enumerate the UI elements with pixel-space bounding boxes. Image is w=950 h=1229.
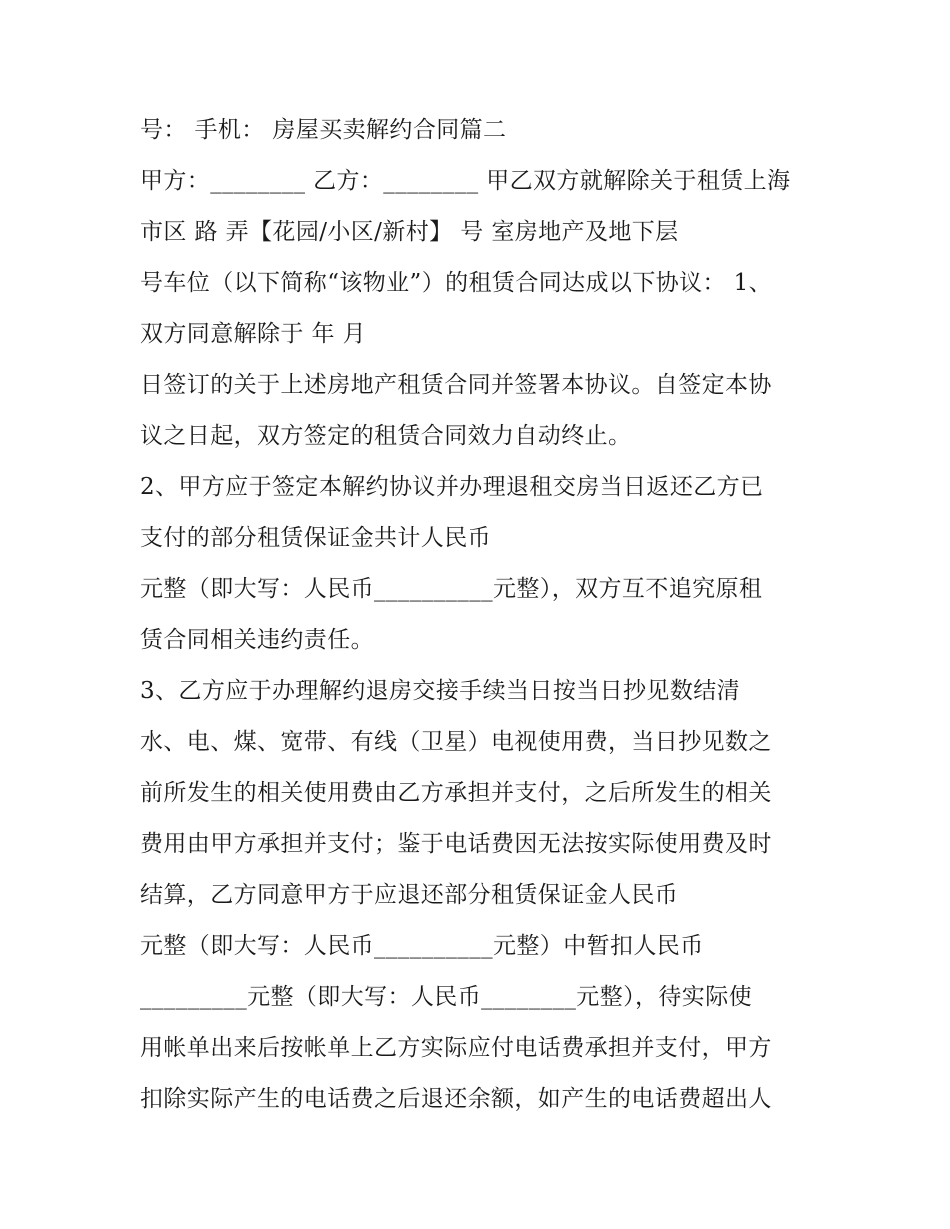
text-line: 甲方：________ 乙方：________ 甲乙双方就解除关于租赁上海: [140, 168, 791, 194]
text-line: _________元整（即大写：人民币________元整），待实际使: [140, 984, 752, 1010]
text-line: 2、甲方应于签定本解约协议并办理退租交房当日返还乙方已: [140, 474, 764, 500]
text-line: 双方同意解除于 年 月: [140, 321, 367, 347]
text-line: 用帐单出来后按帐单上乙方实际应付电话费承担并支付，甲方: [140, 1035, 772, 1061]
text-line: 号： 手机： 房屋买卖解约合同篇二: [140, 117, 507, 143]
text-line: 日签订的关于上述房地产租赁合同并签署本协议。自签定本协: [140, 372, 772, 398]
text-line: 号车位（以下简称“该物业”）的租赁合同达成以下协议： 1、: [140, 270, 773, 296]
text-line: 3、乙方应于办理解约退房交接手续当日按当日抄见数结清: [140, 678, 741, 704]
text-line: 结算，乙方同意甲方于应退还部分租赁保证金人民币: [140, 882, 679, 908]
text-line: 支付的部分租赁保证金共计人民币: [140, 525, 491, 551]
text-line: 费用由甲方承担并支付；鉴于电话费因无法按实际使用费及时: [140, 831, 772, 857]
text-line: 前所发生的相关使用费由乙方承担并支付，之后所发生的相关: [140, 780, 772, 806]
text-line: 市区 路 弄【花园/小区/新村】 号 室房地产及地下层: [140, 219, 679, 245]
text-line: 议之日起，双方签定的租赁合同效力自动终止。: [140, 423, 632, 449]
text-line: 元整（即大写：人民币__________元整）中暂扣人民币: [140, 933, 704, 959]
text-line: 元整（即大写：人民币__________元整），双方互不追究原租: [140, 576, 763, 602]
text-line: 扣除实际产生的电话费之后退还余额，如产生的电话费超出人: [140, 1086, 772, 1112]
text-line: 赁合同相关违约责任。: [140, 627, 374, 653]
text-line: 水、电、煤、宽带、有线（卫星）电视使用费，当日抄见数之: [140, 729, 772, 755]
